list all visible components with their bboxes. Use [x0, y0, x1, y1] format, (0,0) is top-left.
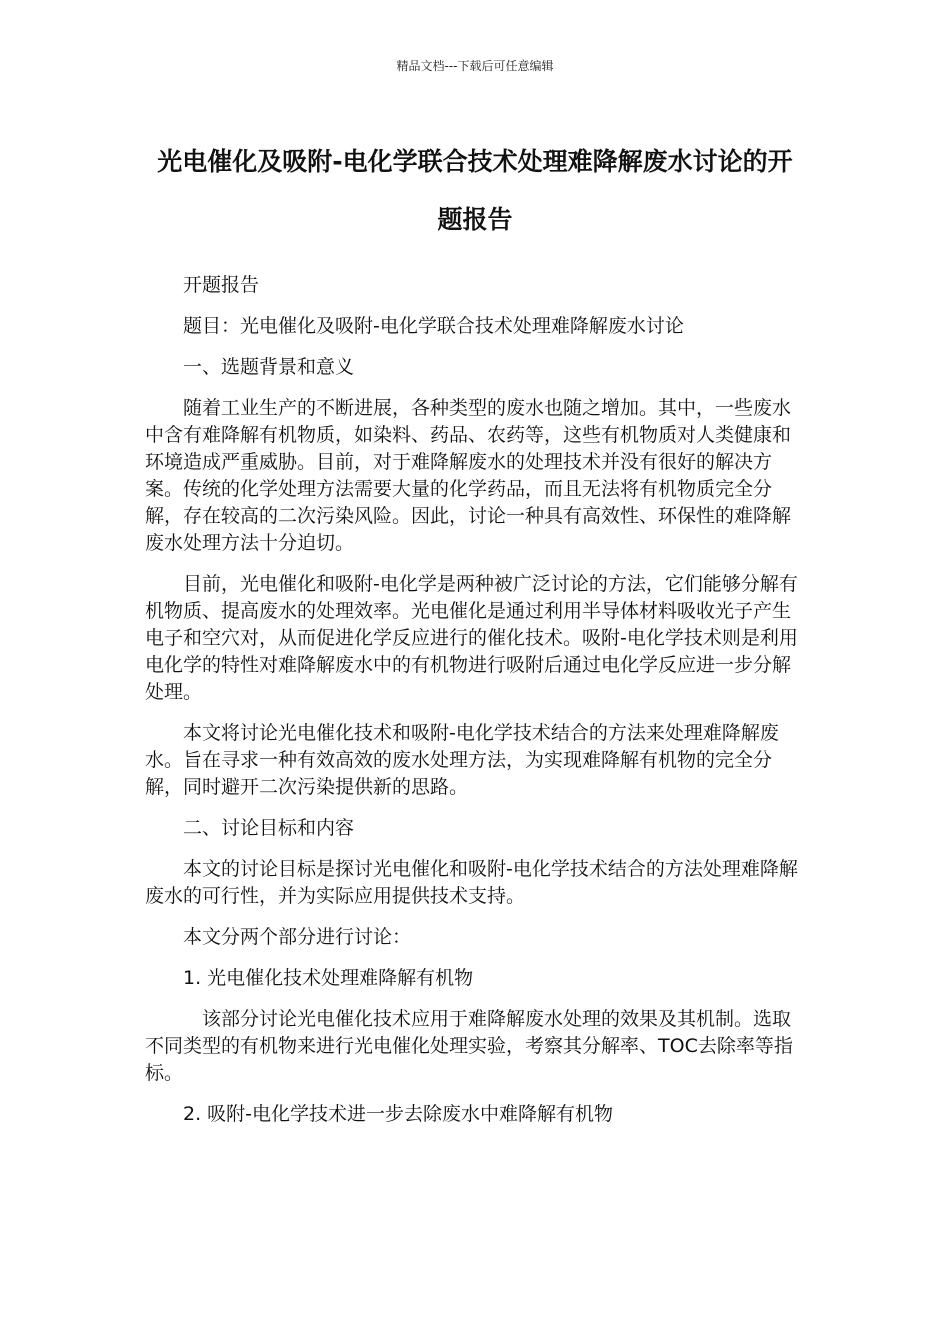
paragraph-background-3: 本文将讨论光电催化技术和吸附-电化学技术结合的方法来处理难降解废水。旨在寻求一种有效高效的废水处理方法，为实现难降解有机物的完全分解，同时避开二次污染提供新的思路。: [145, 722, 779, 798]
list-item-2-heading: 2. 吸附-电化学技术进一步去除废水中难降解有机物: [183, 1103, 614, 1125]
section-heading-background: 一、选题背景和意义: [183, 356, 355, 378]
paragraph-background-2: 目前，光电催化和吸附-电化学是两种被广泛讨论的方法，它们能够分解有机物质、提高废水的处理效率。光电催化是通过利用半导体材料吸收光子产生电子和空穴对，从而促进化学反应进行的催化技术。吸附-电化学技术则是利用电化学的特性对难降解废水中的有机物进行吸附后通过电化学反应进一步分解处理。: [145, 573, 798, 703]
list-item-1-text: 该部分讨论光电催化技术应用于难降解废水处理的效果及其机制。选取不同类型的有机物来进行光电催化处理实验，考察其分解率、TOC去除率等指标。: [145, 1008, 793, 1084]
document-title: 光电催化及吸附-电化学联合技术处理难降解废水讨论的开题报告: [157, 147, 793, 234]
section-heading-objectives: 二、讨论目标和内容: [183, 817, 355, 839]
report-label: 开题报告: [183, 274, 260, 296]
paragraph-objectives-1: 本文的讨论目标是探讨光电催化和吸附-电化学技术结合的方法处理难降解废水的可行性，并为实际应用提供技术支持。: [145, 858, 798, 907]
topic-line: 题目：光电催化及吸附-电化学联合技术处理难降解废水讨论: [183, 315, 684, 337]
paragraph-objectives-2: 本文分两个部分进行讨论：: [183, 926, 412, 948]
page-header-watermark: 精品文档---下载后可任意编辑: [396, 59, 554, 73]
paragraph-background-1: 随着工业生产的不断进展，各种类型的废水也随之增加。其中，一些废水中含有难降解有机物质，如染料、药品、农药等，这些有机物质对人类健康和环境造成严重威胁。目前，对于难降解废水的处理技术并没有很好的解决方案。传统的化学处理方法需要大量的化学药品，而且无法将有机物质完全分解，存在较高的二次污染风险。因此，讨论一种具有高效性、环保性的难降解废水处理方法十分迫切。: [145, 397, 792, 554]
list-item-1-heading: 1. 光电催化技术处理难降解有机物: [183, 967, 474, 989]
document-body: [145, 272, 805, 1142]
